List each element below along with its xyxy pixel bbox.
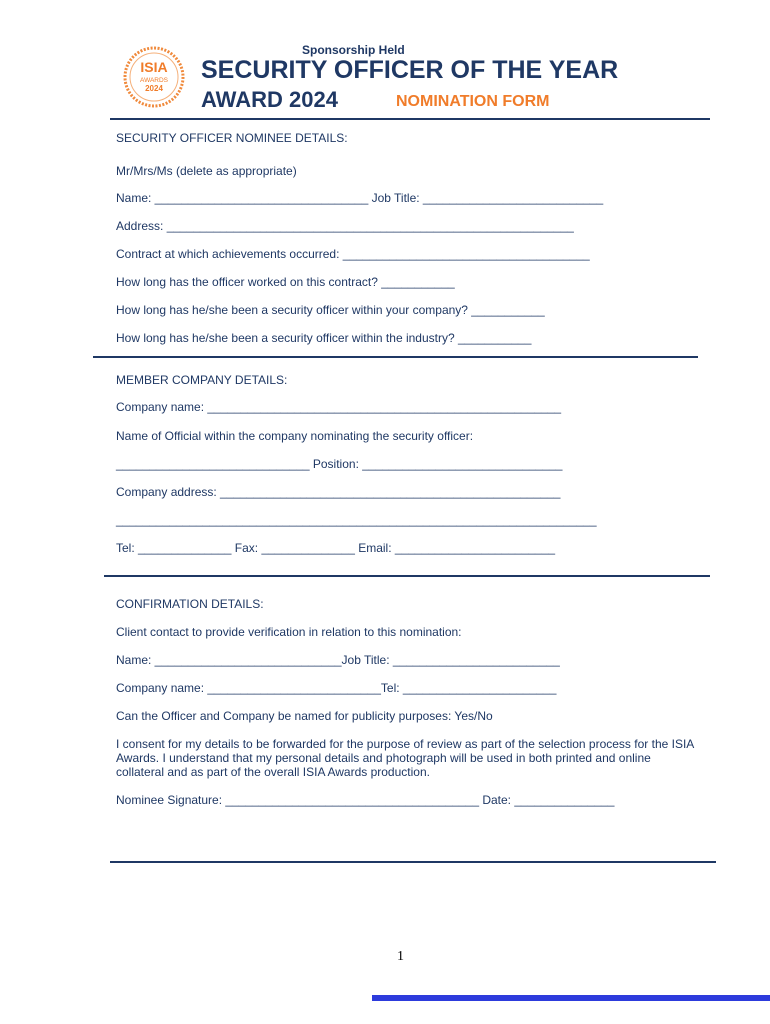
client-name-jobtitle-field[interactable]: Name: ____________________________Job Title: _________________________ xyxy=(116,653,560,667)
contract-field[interactable]: Contract at which achievements occurred: _____________________________________ xyxy=(116,247,590,261)
official-position-field[interactable]: _____________________________ Position: ______________________________ xyxy=(116,457,563,471)
form-title-line2: AWARD 2024 xyxy=(201,87,338,112)
nominee-name-jobtitle-field[interactable]: Name: ________________________________ Job Title: ___________________________ xyxy=(116,191,604,205)
officer-in-industry-field[interactable]: How long has he/she been a security officer within the industry? ___________ xyxy=(116,331,532,345)
header-divider xyxy=(110,118,710,120)
nominee-section-heading: SECURITY OFFICER NOMINEE DETAILS: xyxy=(116,131,348,145)
page-number: 1 xyxy=(397,949,404,964)
salutation-field[interactable]: Mr/Mrs/Ms (delete as appropriate) xyxy=(116,164,297,178)
client-company-tel-field[interactable]: Company name: __________________________Tel: _______________________ xyxy=(116,681,557,695)
isia-awards-logo xyxy=(122,45,186,109)
company-address-field[interactable]: Company address: ___________________________________________________ xyxy=(116,485,561,499)
sponsor-label: Sponsorship Held xyxy=(302,43,405,57)
officer-in-company-field[interactable]: How long has he/she been a security officer within your company? ___________ xyxy=(116,303,545,317)
publicity-consent-field[interactable]: Can the Officer and Company be named for publicity purposes: Yes/No xyxy=(116,709,493,723)
svg-text:2024: 2024 xyxy=(145,84,163,93)
member-section-heading: MEMBER COMPANY DETAILS: xyxy=(116,373,288,387)
bottom-accent-bar xyxy=(372,995,770,1001)
footer-divider xyxy=(110,861,716,863)
tel-fax-email-field[interactable]: Tel: ______________ Fax: ______________ Email: ________________________ xyxy=(116,541,556,555)
company-name-field[interactable]: Company name: _____________________________________________________ xyxy=(116,400,562,414)
worked-on-contract-field[interactable]: How long has the officer worked on this contract? ___________ xyxy=(116,275,455,289)
official-label: Name of Official within the company nominating the security officer: xyxy=(116,429,474,443)
svg-text:AWARDS: AWARDS xyxy=(139,77,169,84)
form-subtitle: NOMINATION FORM xyxy=(396,93,550,110)
confirmation-section-heading: CONFIRMATION DETAILS: xyxy=(116,597,264,611)
signature-date-field[interactable]: Nominee Signature: ______________________________________ Date: _______________ xyxy=(116,793,615,807)
section-divider xyxy=(104,575,710,577)
nominee-address-field[interactable]: Address: _____________________________________________________________ xyxy=(116,219,574,233)
consent-paragraph: I consent for my details to be forwarded for the purpose of review as part of the selection process for the ISIA Awards. I understand that my personal details and photograph will be used in both printed and online collateral and as part of the overall ISIA Awards production. xyxy=(116,737,694,779)
svg-text:ISIA: ISIA xyxy=(140,59,168,75)
section-divider xyxy=(93,356,698,358)
client-contact-label: Client contact to provide verification in relation to this nomination: xyxy=(116,625,462,639)
form-title-line1: SECURITY OFFICER OF THE YEAR xyxy=(201,56,619,84)
company-address-line2-field[interactable]: ________________________________________________________________________ xyxy=(116,513,597,527)
